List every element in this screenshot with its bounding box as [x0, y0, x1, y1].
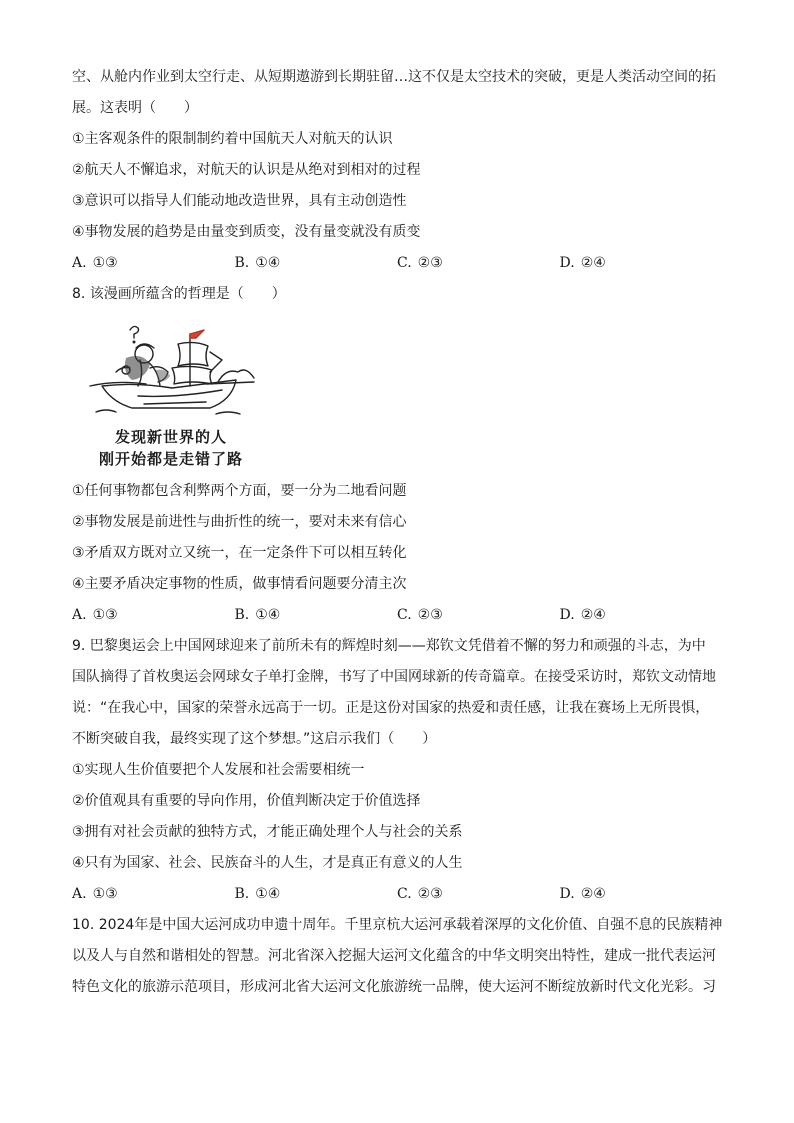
option-text: ②④: [580, 886, 606, 902]
q9-stem-line2: 国队摘得了首枚奥运会网球女子单打金牌，书写了中国网球新的传奇篇章。在接受采访时，郑钦文动情地: [72, 669, 716, 685]
q8-statement-2: ②事物发展是前进性与曲折性的统一，要对未来有信心: [72, 514, 407, 530]
q9-options: [72, 879, 722, 910]
option-letter: D.: [559, 886, 575, 902]
q7-stem-line1: 空、从舱内作业到太空行走、从短期遨游到长期驻留…这不仅是太空技术的突破，更是人类活动空间的拓: [72, 69, 716, 85]
option-letter: B.: [234, 607, 250, 623]
q9-option-b[interactable]: [235, 879, 398, 910]
q9-option-c[interactable]: [397, 879, 560, 910]
q8-statement-3: ③矛盾双方既对立又统一，在一定条件下可以相互转化: [72, 545, 407, 561]
q7-statement-3: ③意识可以指导人们能动地改造世界，具有主动创造性: [72, 193, 407, 209]
option-text: ②④: [580, 607, 606, 623]
q7-options: [72, 248, 722, 279]
option-text: ②④: [580, 255, 606, 271]
option-text: ①③: [92, 886, 118, 902]
q8-options: [72, 600, 722, 631]
q9-stem-line1: 9. 巴黎奥运会上中国网球迎来了前所未有的辉煌时刻——郑钦文凭借着不懈的努力和顽强的斗志，为中: [72, 638, 706, 654]
option-letter: C.: [397, 886, 412, 902]
q9-statement-3: ③拥有对社会贡献的独特方式，才能正确处理个人与社会的关系: [72, 824, 463, 840]
option-text: ②③: [417, 255, 443, 271]
option-letter: A.: [72, 607, 87, 623]
q8-option-b[interactable]: [235, 600, 398, 631]
q7-statement-1: ①主客观条件的限制制约着中国航天人对航天的认识: [72, 131, 393, 147]
q9-stem-line4: 不断突破自我，最终实现了这个梦想。”这启示我们（ ）: [72, 731, 437, 747]
q9-stem-line3: 说：“在我心中，国家的荣誉永远高于一切。正是这份对国家的热爱和责任感，让我在赛场上无所畏惧，: [72, 700, 710, 716]
q7-statement-4: ④事物发展的趋势是由量变到质变，没有量变就没有质变: [72, 224, 421, 240]
q7-statement-2: ②航天人不懈追求，对航天的认识是从绝对到相对的过程: [72, 162, 421, 178]
q9-option-a[interactable]: [72, 879, 235, 910]
q7-option-d[interactable]: [560, 248, 723, 279]
option-letter: D.: [559, 255, 575, 271]
option-text: ①④: [255, 886, 281, 902]
q9-statement-2: ②价值观具有重要的导向作用，价值判断决定于价值选择: [72, 793, 421, 809]
q8-option-a[interactable]: [72, 600, 235, 631]
q8-stem: 8. 该漫画所蕴含的哲理是（ ）: [72, 286, 286, 302]
option-letter: B.: [234, 255, 250, 271]
q10-stem-line3: 特色文化的旅游示范项目，形成河北省大运河文化旅游统一品牌，使大运河不断绽放新时代文化光彩。习: [72, 979, 716, 995]
option-letter: C.: [397, 255, 412, 271]
q8-option-d[interactable]: [560, 600, 723, 631]
option-text: ②③: [417, 886, 443, 902]
option-text: ①③: [92, 607, 118, 623]
option-text: ②③: [417, 607, 443, 623]
option-letter: A.: [72, 886, 87, 902]
q8-statement-1: ①任何事物都包含利弊两个方面，要一分为二地看问题: [72, 483, 407, 499]
q9-option-d[interactable]: [560, 879, 723, 910]
q9-statement-4: ④只有为国家、社会、民族奋斗的人生，才是真正有意义的人生: [72, 855, 463, 871]
q7-option-c[interactable]: [397, 248, 560, 279]
q9-statement-1: ①实现人生价值要把个人发展和社会需要相统一: [72, 762, 365, 778]
page-content: [72, 62, 722, 1003]
q7-option-a[interactable]: [72, 248, 235, 279]
option-letter: C.: [397, 607, 412, 623]
option-text: ①④: [255, 607, 281, 623]
option-letter: B.: [234, 886, 250, 902]
option-letter: D.: [559, 607, 575, 623]
cartoon-caption-line1: 发现新世界的人: [114, 428, 227, 446]
cartoon-figure: [86, 316, 266, 470]
q8-option-c[interactable]: [397, 600, 560, 631]
q7-option-b[interactable]: [235, 248, 398, 279]
option-letter: A.: [72, 255, 87, 271]
cartoon-caption-line2: 刚开始都是走错了路: [98, 450, 243, 468]
option-text: ①③: [92, 255, 118, 271]
q8-statement-4: ④主要矛盾决定事物的性质，做事情看问题要分清主次: [72, 576, 407, 592]
q10-stem-line2: 以及人与自然和谐相处的智慧。河北省深入挖掘大运河文化蕴含的中华文明突出特性，建成一批代表运河: [72, 948, 716, 964]
ship-explorer-cartoon: [86, 316, 256, 422]
option-text: ①④: [255, 255, 281, 271]
q10-stem-line1: 10. 2024年是中国大运河成功申遗十周年。千里京杭大运河承载着深厚的文化价值、自强不息的民族精神: [72, 917, 723, 933]
q7-stem-line2: 展。这表明（ ）: [72, 100, 198, 116]
